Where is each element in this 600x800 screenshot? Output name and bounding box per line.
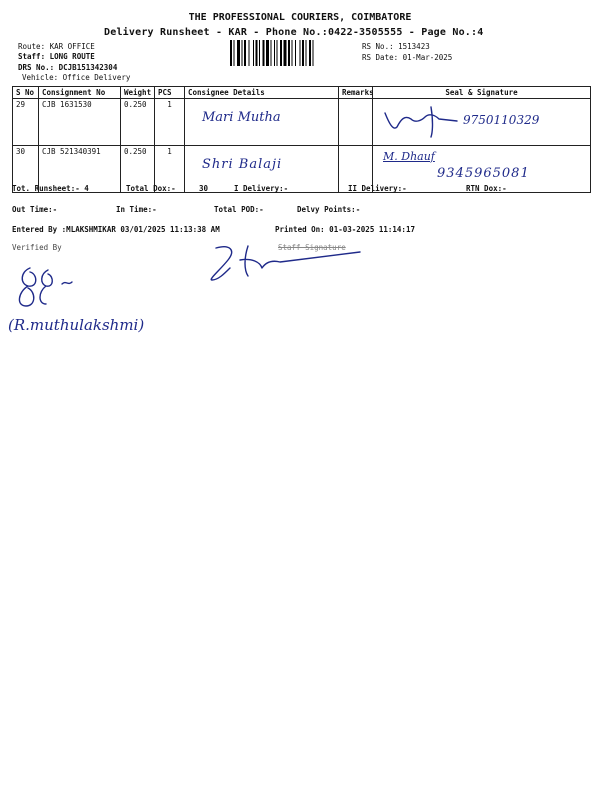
col-header-consignment: Consignment No [39,87,121,99]
table-row [13,99,591,146]
signature-name: M. Dhauf [383,150,435,163]
col-header-seal: Seal & Signature [373,87,591,99]
staff-signature-label: Staff Signature [278,243,346,252]
total-dox-value: 30 [199,184,209,193]
total-pod-label: Total POD:- [214,205,264,214]
rtn-dox-label: RTN Dox:- [466,184,507,193]
cell-sno: 30 [13,146,39,193]
delvy-points-label: Delvy Points:- [297,205,361,214]
cell-pcs: 1 [155,99,185,146]
cell-remarks [339,99,373,146]
handwritten-verifier-name: (R.muthulakshmi) [8,316,145,334]
entered-by: Entered By :MLAKSHMIKAR 03/01/2025 11:13:38 AM [12,225,220,234]
col-header-consignee: Consignee Details [185,87,339,99]
col-header-pcs: PCS [155,87,185,99]
col-header-weight: Weight [121,87,155,99]
cell-weight: 0.250 [121,146,155,193]
staff-label: Staff: LONG ROUTE [18,52,95,61]
in-time-label: In Time:- [116,205,157,214]
runsheet-table [12,86,591,193]
company-title: THE PROFESSIONAL COURIERS, COIMBATORE [188,12,412,23]
consignee-handwriting: Shri Balaji [202,157,283,172]
signature-mark [381,105,461,139]
col-header-sno: S No [13,87,39,99]
verifier-signature [12,262,82,312]
rs-no-label: RS No.: 1513423 [362,42,430,51]
vehicle-label: Vehicle: Office Delivery [22,73,131,82]
signature-phone: 9750110329 [463,113,540,127]
route-label: Route: KAR OFFICE [18,42,95,51]
printed-on: Printed On: 01-03-2025 11:14:17 [275,225,415,234]
cell-seal-signature [373,99,591,146]
total-dox-label: Total Dox:- [126,184,176,193]
tot-runsheet: Tot. Runsheet:- 4 [12,184,89,193]
cell-pcs: 1 [155,146,185,193]
barcode [230,40,356,66]
signature-phone: 9345965081 [437,166,530,181]
verified-by-label: Verified By [12,243,62,252]
rs-date-label: RS Date: 01-Mar-2025 [362,53,453,62]
i-delivery-label: I Delivery:- [234,184,289,193]
staff-signature-mark [200,240,370,286]
cell-consignment: CJB 1631530 [39,99,121,146]
cell-weight: 0.250 [121,99,155,146]
cell-consignment: CJB 521340391 [39,146,121,193]
ii-delivery-label: II Delivery:- [348,184,407,193]
col-header-remarks: Remarks [339,87,373,99]
cell-consignee [185,99,339,146]
cell-sno: 29 [13,99,39,146]
drs-label: DRS No.: DCJB151342304 [18,63,118,72]
runsheet-title: Delivery Runsheet - KAR - Phone No.:0422-3505555 - Page No.:4 [104,27,484,38]
out-time-label: Out Time:- [12,205,58,214]
table-header-row [13,87,591,99]
consignee-handwriting: Mari Mutha [202,110,281,125]
